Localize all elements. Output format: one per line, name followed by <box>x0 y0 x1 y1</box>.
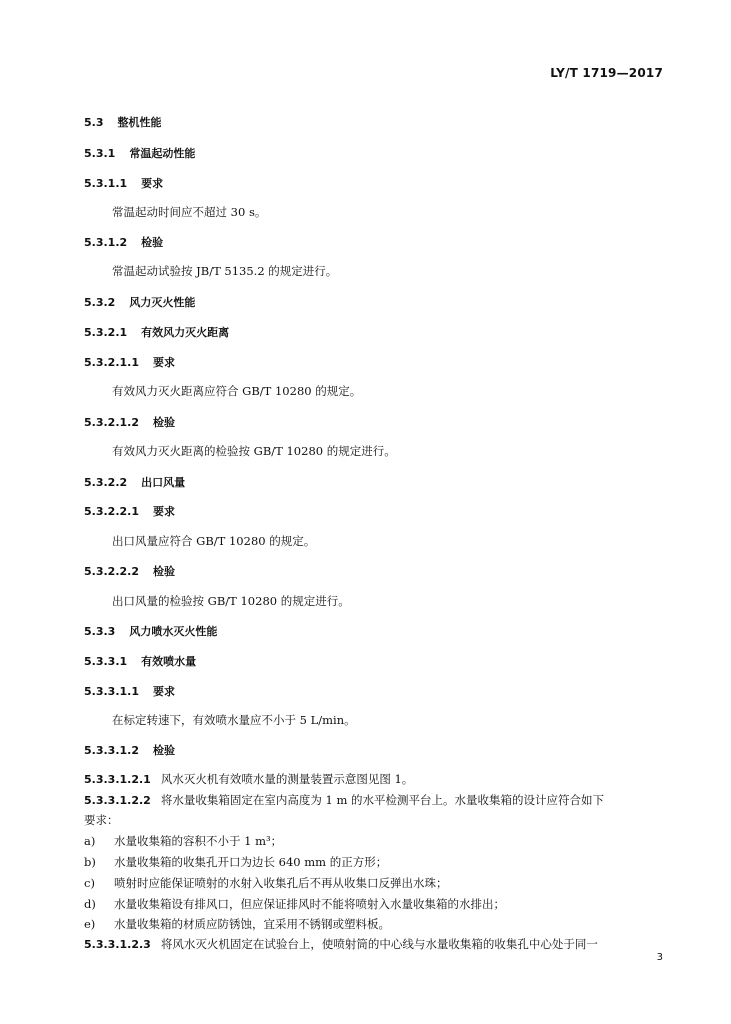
paragraph: 出口风量应符合 GB/T 10280 的规定。 <box>112 534 316 548</box>
paragraph: 常温起动时间应不超过 30 s。 <box>112 205 267 219</box>
section-heading: 5.3.3 风力喷水灭火性能 <box>84 625 218 638</box>
section-heading: 5.3.3.1.1 要求 <box>84 685 175 698</box>
section-heading: 5.3.2.1 有效风力灭火距离 <box>84 326 230 339</box>
list-item: a) 水量收集箱的容积不小于 1 m³； <box>84 834 283 848</box>
paragraph: 有效风力灭火距离的检验按 GB/T 10280 的规定进行。 <box>112 444 396 458</box>
clause: 5.3.3.1.2.1 风水灭火机有效喷水量的测量装置示意图见图 1。 <box>84 772 414 786</box>
clause-continuation: 要求： <box>84 813 119 827</box>
paragraph: 出口风量的检验按 GB/T 10280 的规定进行。 <box>112 594 350 608</box>
paragraph: 在标定转速下，有效喷水量应不小于 5 L/min。 <box>112 713 356 727</box>
section-heading: 5.3.2.2.2 检验 <box>84 565 175 578</box>
list-item: c) 喷射时应能保证喷射的水射入收集孔后不再从收集口反弹出水珠； <box>84 876 448 890</box>
page-number: 3 <box>656 952 663 963</box>
section-heading: 5.3.2.1.2 检验 <box>84 416 175 429</box>
list-item: b) 水量收集箱的收集孔开口为边长 640 mm 的正方形； <box>84 855 388 869</box>
section-heading: 5.3.1.1 要求 <box>84 177 164 190</box>
clause: 5.3.3.1.2.2 将水量收集箱固定在室内高度为 1 m 的水平检测平台上。水量收集箱的设计应符合如下 <box>84 793 605 807</box>
paragraph: 有效风力灭火距离应符合 GB/T 10280 的规定。 <box>112 384 362 398</box>
section-heading: 5.3.3.1 有效喷水量 <box>84 655 197 668</box>
list-item: e) 水量收集箱的材质应防锈蚀，宜采用不锈钢或塑料板。 <box>84 917 390 931</box>
clause: 5.3.3.1.2.3 将风水灭火机固定在试验台上，使喷射筒的中心线与水量收集箱的收集孔中心处于同一 <box>84 937 598 951</box>
section-heading: 5.3.1 常温起动性能 <box>84 147 196 160</box>
section-heading: 5.3.2 风力灭火性能 <box>84 296 196 309</box>
section-heading: 5.3.2.2.1 要求 <box>84 505 175 518</box>
section-heading: 5.3.2.2 出口风量 <box>84 476 186 489</box>
paragraph: 常温起动试验按 JB/T 5135.2 的规定进行。 <box>112 264 338 278</box>
section-heading: 5.3 整机性能 <box>84 116 162 129</box>
document-code: LY/T 1719—2017 <box>550 66 663 80</box>
section-heading: 5.3.3.1.2 检验 <box>84 744 175 757</box>
section-heading: 5.3.1.2 检验 <box>84 236 164 249</box>
section-heading: 5.3.2.1.1 要求 <box>84 356 175 369</box>
list-item: d) 水量收集箱设有排风口，但应保证排风时不能将喷射入水量收集箱的水排出； <box>84 897 505 911</box>
